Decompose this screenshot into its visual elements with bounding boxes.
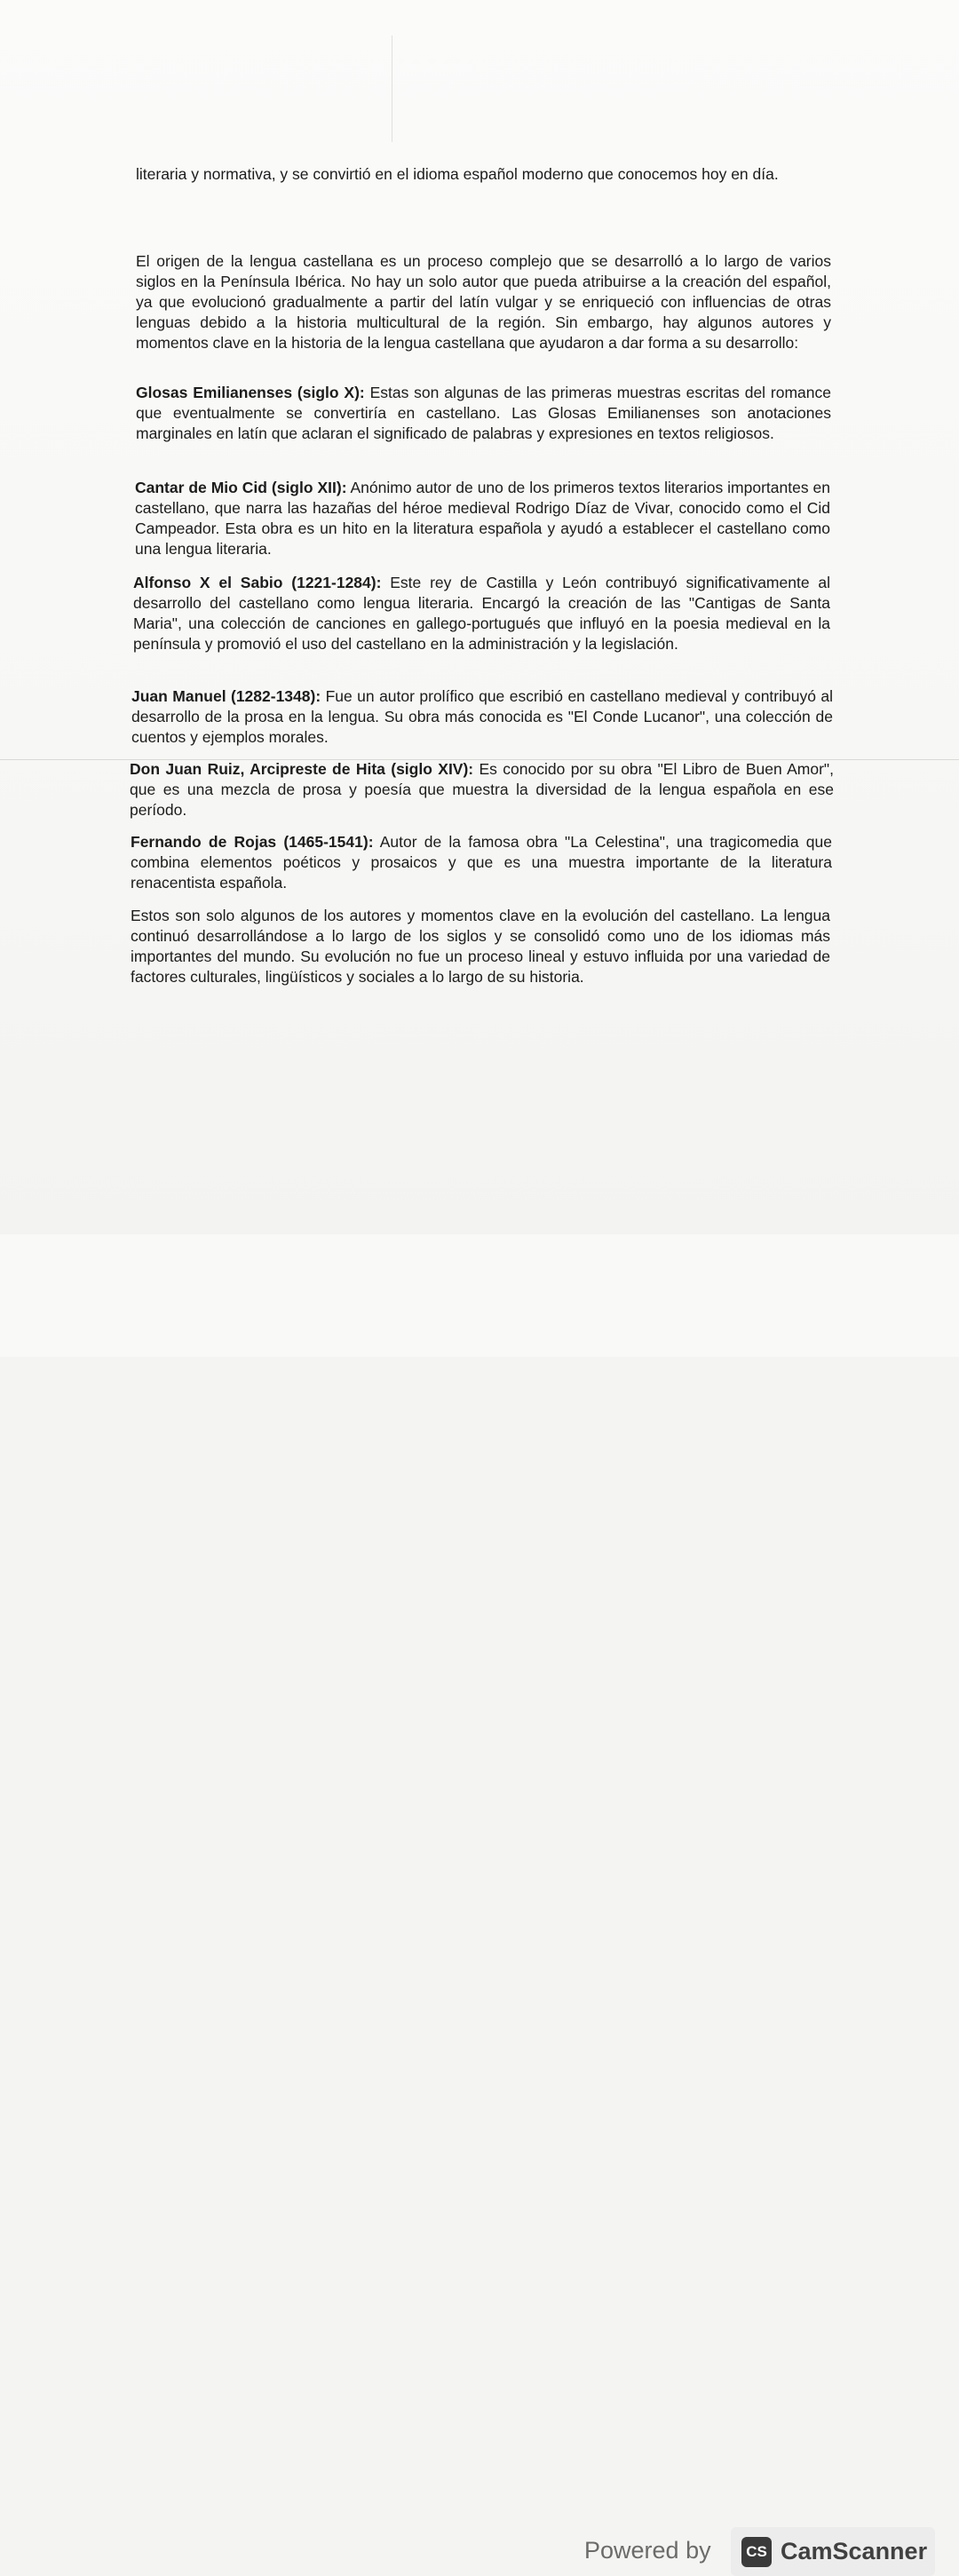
- entry-glosas: [136, 383, 831, 444]
- closing-paragraph: Estos son solo algunos de los autores y momentos clave en la evolución del castellano. La lengua continuó desarrollándose a lo largo de los siglos y se consolidó como uno de los idiomas más importantes del mundo. Su evolución no fue un proceso lineal y estuvo influida por una variedad de factores culturales, lingüísticos y sociales a lo largo de su historia.: [131, 907, 830, 986]
- origin-paragraph: El origen de la lengua castellana es un proceso complejo que se desarrolló a lo largo de varios siglos en la Península Ibérica. No hay un solo autor que pueda atribuirse a la creación del español, ya que evolucionó gradualmente a partir del latín vulgar y se enriqueció con influencias de otras lenguas debido a la historia multicultural de la región. Sin embargo, hay algunos autores y momentos clave en la historia de la lengua castellana que ayudaron a dar forma a su desarrollo:: [136, 252, 831, 352]
- entry-heading: Fernando de Rojas (1465-1541):: [131, 833, 374, 851]
- camscanner-badge: [731, 2527, 935, 2576]
- powered-by-label: Powered by: [584, 2537, 711, 2564]
- entry-body: Fue un autor prolífico que escribió en castellano medieval y contribuyó al desarrollo de la prosa en la lengua. Su obra más conocida es "El Conde Lucanor", una colección de cuentos y ejemplos morales.: [131, 687, 834, 746]
- entry-body: Es conocido por su obra "El Libro de Buen Amor", que es una mezcla de prosa y poesía que muestra la diversidad de la lengua española en ese período.: [130, 760, 834, 819]
- entry-body: Estas son algunas de las primeras muestras escritas del romance que eventualmente se convertiría en castellano. Las Glosas Emilianenses son anotaciones marginales en latín que aclaran el significado de palabras y expresiones en textos religiosos.: [136, 384, 831, 442]
- entry-juan-ruiz: [130, 759, 834, 820]
- intro-fragment: literaria y normativa, y se convirtió en el idioma español moderno que conocemos hoy en día.: [136, 165, 779, 183]
- entry-fernando-de-rojas: [131, 832, 832, 893]
- scanned-page: [0, 0, 959, 1234]
- entry-body: Anónimo autor de uno de los primeros textos literarios importantes en castellano, que narra las hazañas del héroe medieval Rodrigo Díaz de Vivar, conocido como el Cid Campeador. Esta obra es un hito en la literatura española y ayudó a establecer el castellano como una lengua literaria.: [135, 479, 830, 558]
- entry-heading: Cantar de Mio Cid (siglo XII):: [135, 479, 347, 496]
- entry-heading: Alfonso X el Sabio (1221-1284):: [133, 574, 382, 591]
- entry-juan-manuel: [131, 686, 833, 748]
- entry-alfonso-x: [133, 573, 830, 654]
- camscanner-brand: CamScanner: [781, 2538, 928, 2564]
- entry-body: Autor de la famosa obra "La Celestina", una tragicomedia que combina elementos poéticos y prosaicos y que es una muestra importante de la literatura renacentista española.: [131, 833, 833, 892]
- entry-heading: Juan Manuel (1282-1348):: [131, 687, 321, 705]
- entry-heading: Glosas Emilianenses (siglo X):: [136, 384, 365, 401]
- scanner-footer: [0, 1234, 959, 2564]
- camscanner-logo-icon: CS: [741, 2537, 772, 2567]
- entry-cantar-mio-cid: [135, 478, 830, 559]
- entry-heading: Don Juan Ruiz, Arcipreste de Hita (siglo XIV):: [130, 760, 474, 778]
- entry-body: Este rey de Castilla y León contribuyó significativamente al desarrollo del castellano como lengua literaria. Encargó la creación de las "Cantigas de Santa Maria", una colección de canciones en gallego-portugués que influyó en la poesia medieval en la península y promovió el uso del castellano en la administración y la legislación.: [133, 574, 830, 653]
